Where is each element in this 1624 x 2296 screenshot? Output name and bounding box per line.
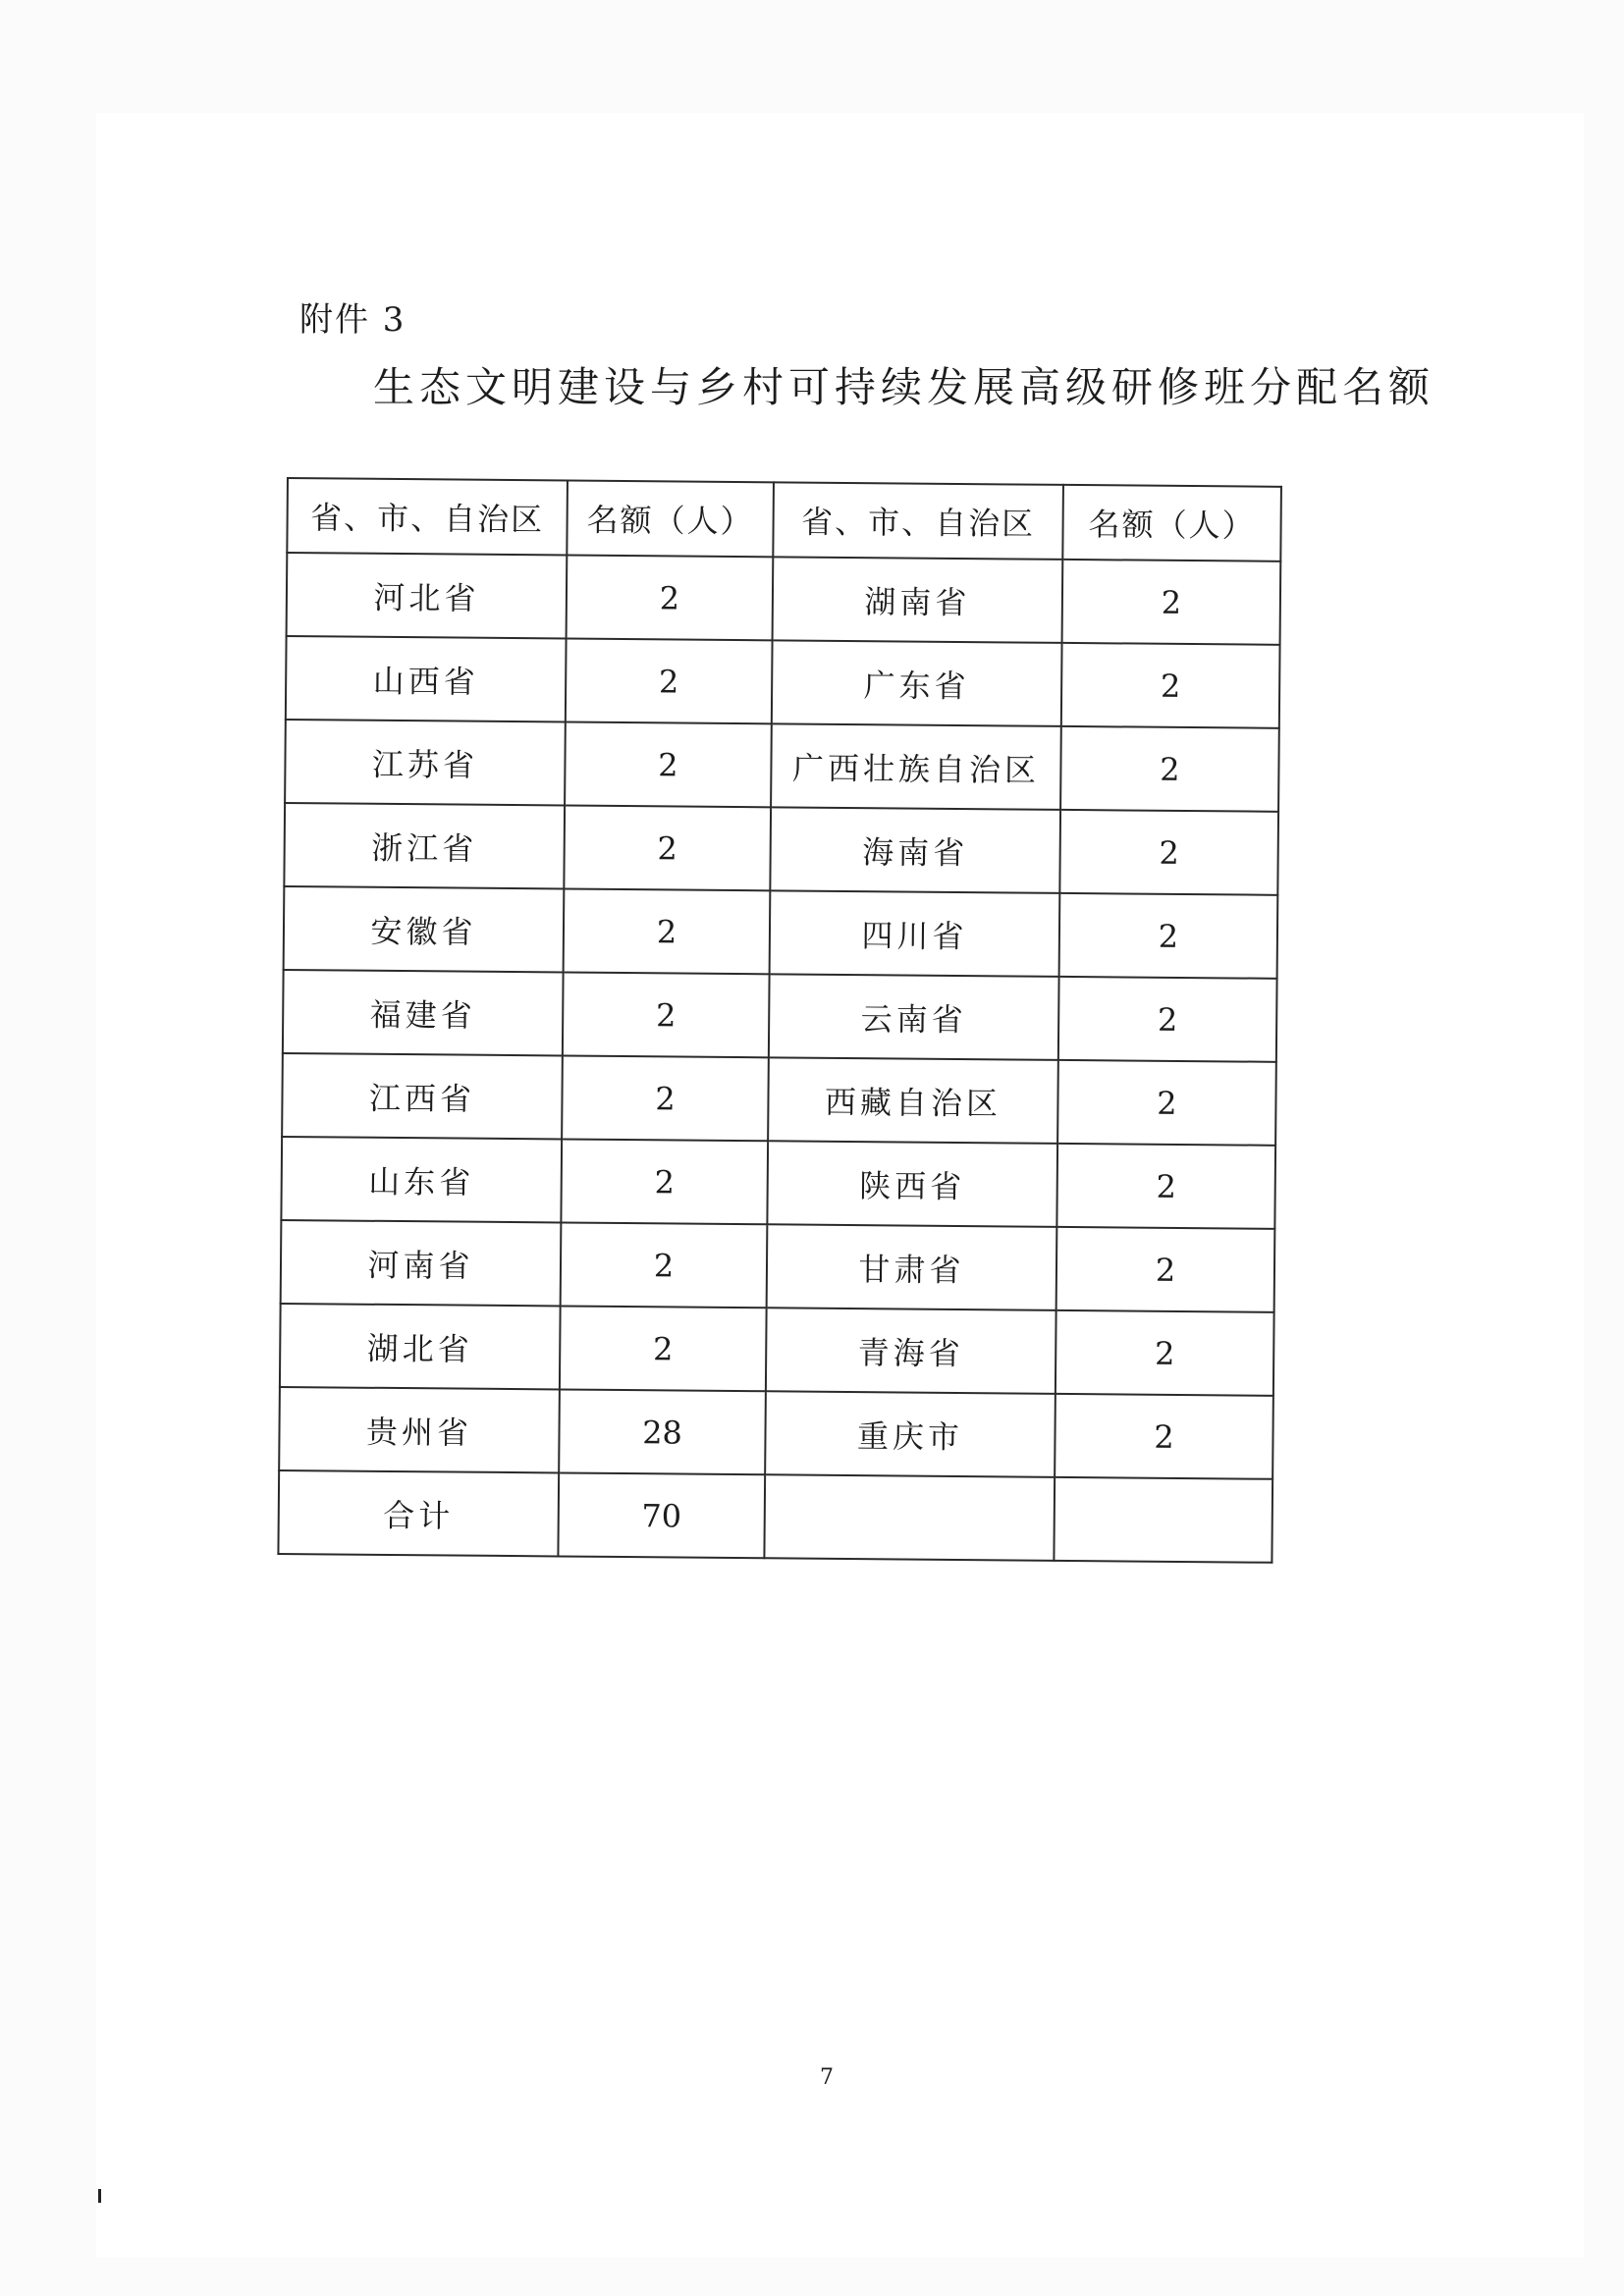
quota-cell: 2 [1058, 977, 1277, 1062]
quota-cell: 2 [561, 1139, 768, 1224]
table-row [286, 636, 1280, 728]
region-cell: 浙江省 [284, 803, 565, 888]
quota-cell: 2 [1055, 1394, 1273, 1479]
quota-cell: 2 [1059, 893, 1278, 979]
table-row [283, 970, 1277, 1062]
region-cell: 河北省 [287, 553, 568, 638]
table-row-total [278, 1470, 1272, 1563]
table-row [284, 803, 1278, 895]
table-row [281, 1137, 1275, 1229]
empty-cell [764, 1474, 1055, 1561]
document-title: 生态文明建设与乡村可持续发展高级研修班分配名额 [373, 363, 1435, 411]
region-cell: 重庆市 [765, 1391, 1056, 1477]
total-label-cell: 合计 [278, 1470, 559, 1556]
region-cell: 四川省 [770, 890, 1060, 977]
quota-cell: 2 [1056, 1227, 1275, 1312]
empty-cell [1054, 1477, 1272, 1563]
quota-cell: 2 [1062, 560, 1281, 645]
region-cell: 广西壮族自治区 [771, 723, 1061, 810]
header-region: 省、市、自治区 [773, 482, 1063, 560]
quota-cell: 2 [567, 555, 774, 640]
quota-cell: 2 [1060, 726, 1279, 812]
table-row [282, 1053, 1276, 1146]
quota-cell: 2 [1057, 1060, 1276, 1146]
table-row [287, 553, 1281, 645]
region-cell: 甘肃省 [767, 1224, 1057, 1310]
quota-cell: 2 [564, 805, 771, 890]
header-quota: 名额（人） [567, 480, 774, 557]
region-cell: 海南省 [770, 807, 1060, 893]
region-cell: 陕西省 [767, 1141, 1057, 1227]
header-region: 省、市、自治区 [287, 478, 568, 555]
region-cell: 青海省 [766, 1308, 1056, 1394]
region-cell: 安徽省 [284, 886, 565, 972]
region-cell: 山东省 [281, 1137, 562, 1222]
attachment-label: 附件 3 [299, 300, 406, 340]
quota-cell: 2 [560, 1306, 767, 1391]
region-cell: 江西省 [282, 1053, 563, 1139]
region-cell: 西藏自治区 [768, 1057, 1058, 1144]
table-row [279, 1387, 1273, 1479]
region-cell: 贵州省 [279, 1387, 560, 1472]
table-row [284, 886, 1278, 979]
scan-edge-mark [98, 2189, 101, 2203]
table-row [285, 720, 1279, 812]
quota-cell: 2 [564, 888, 771, 974]
quota-cell: 2 [565, 721, 772, 807]
table-row [281, 1220, 1275, 1312]
table-row [280, 1304, 1274, 1396]
region-cell: 河南省 [281, 1220, 562, 1306]
region-cell: 云南省 [769, 974, 1059, 1060]
quota-cell: 2 [562, 1055, 769, 1141]
region-cell: 湖南省 [773, 557, 1063, 643]
quota-cell: 2 [1059, 810, 1278, 895]
region-cell: 福建省 [283, 970, 564, 1055]
quota-cell: 2 [561, 1222, 768, 1308]
region-cell: 山西省 [286, 636, 567, 721]
table-header-row [287, 478, 1281, 561]
total-quota-cell: 70 [558, 1472, 765, 1558]
quota-cell: 28 [559, 1389, 766, 1474]
header-quota: 名额（人） [1062, 485, 1281, 561]
quota-cell: 2 [1056, 1310, 1274, 1396]
page-number: 7 [820, 2065, 834, 2090]
quota-cell: 2 [563, 972, 770, 1057]
quota-cell: 2 [1061, 643, 1280, 728]
region-cell: 江苏省 [285, 720, 566, 805]
quota-table [277, 477, 1282, 1564]
region-cell: 湖北省 [280, 1304, 561, 1389]
region-cell: 广东省 [772, 640, 1062, 726]
quota-cell: 2 [566, 638, 773, 723]
quota-cell: 2 [1056, 1144, 1275, 1229]
